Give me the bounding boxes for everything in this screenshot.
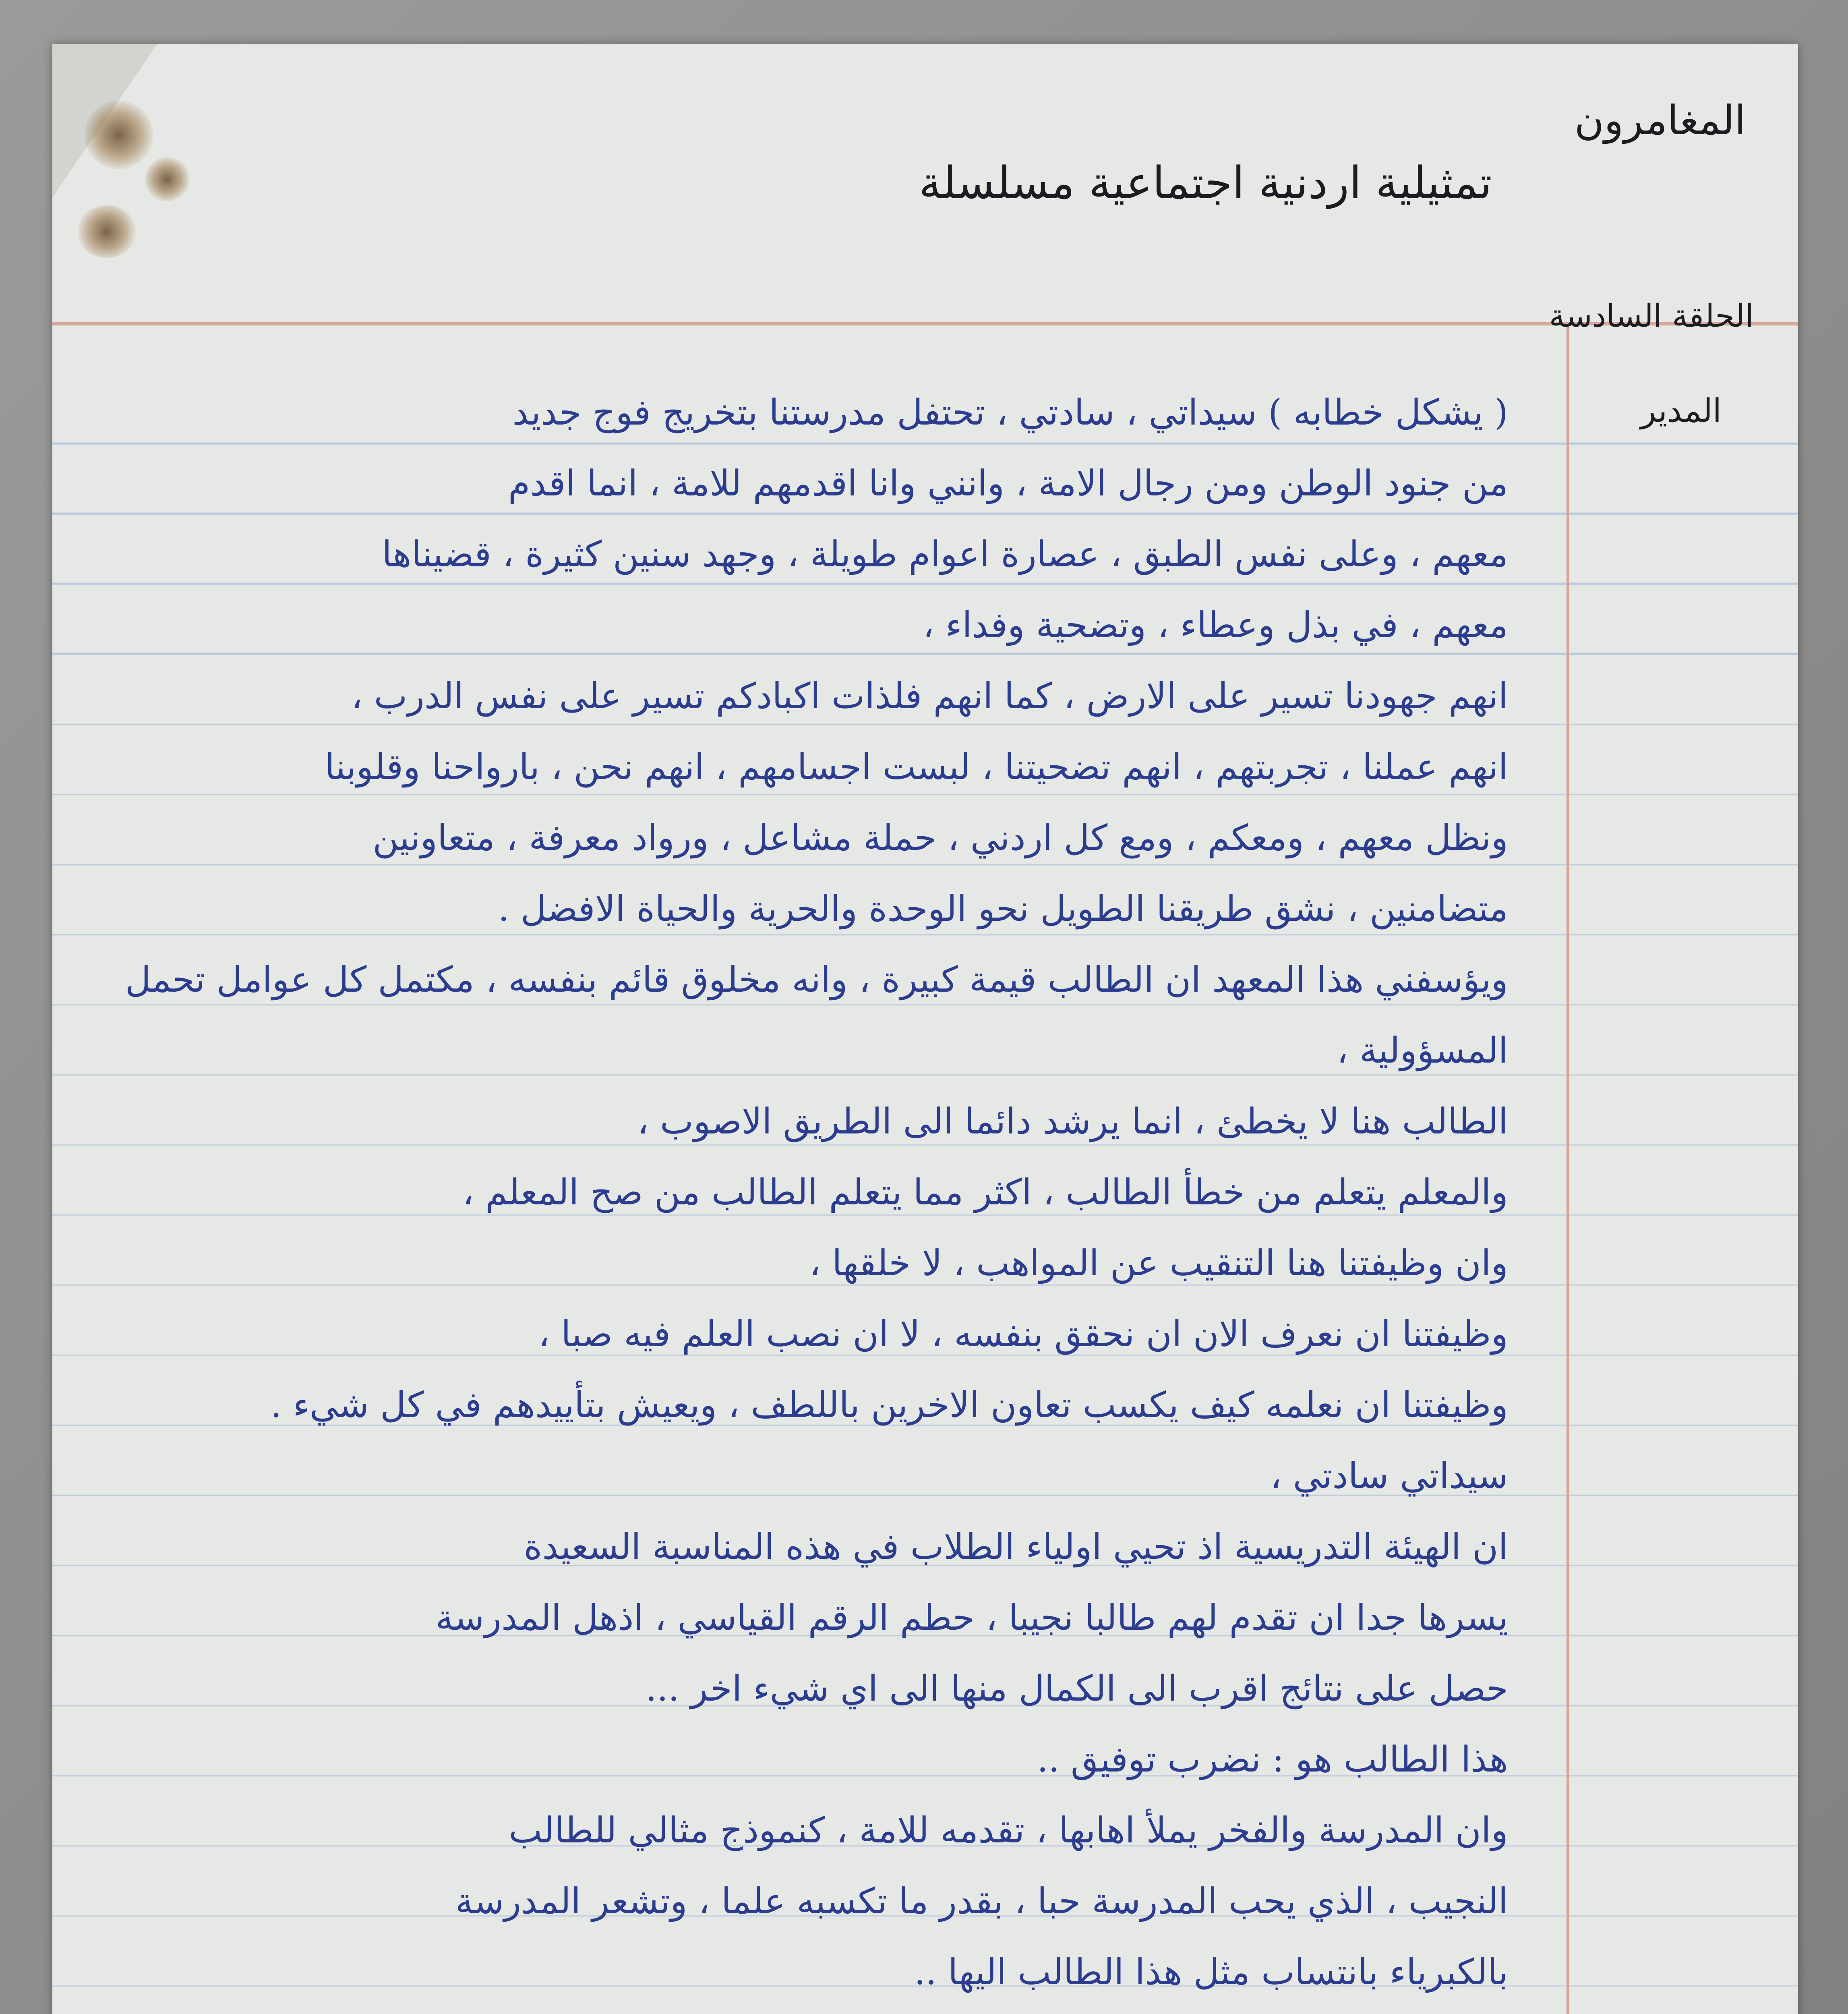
dialogue-line: وان وظيفتنا هنا التنقيب عن المواهب ، لا خلقها ، <box>809 1242 1508 1284</box>
dialogue-line: هذا الطالب هو : نضرب توفيق .. <box>1037 1738 1508 1780</box>
dialogue-line: المسؤولية ، <box>1337 1030 1508 1071</box>
episode-label: الحلقة السادسة <box>1549 298 1754 334</box>
dialogue-line: من جنود الوطن ومن رجال الامة ، وانني وانا اقدمهم للامة ، انما اقدم <box>508 462 1508 504</box>
dialogue-line: انهم جهودنا تسير على الارض ، كما انهم فلذات اكبادكم تسير على نفس الدرب ، <box>351 675 1508 717</box>
dialogue-line: يسرها جدا ان تقدم لهم طالبا نجيبا ، حطم الرقم القياسي ، اذهل المدرسة <box>435 1597 1508 1638</box>
manuscript-page <box>52 44 1798 2014</box>
dialogue-line: معهم ، وعلى نفس الطبق ، عصارة اعوام طويلة ، وجهد سنين كثيرة ، قضيناها <box>382 533 1508 575</box>
dialogue-line: سيداتي سادتي ، <box>1270 1455 1508 1496</box>
dialogue-line: ( يشكل خطابه ) سيداتي ، سادتي ، تحتفل مدرستنا بتخريج فوج جديد <box>512 392 1508 433</box>
dialogue-line: وان المدرسة والفخر يملأ اهابها ، تقدمه للامة ، كنموذج مثالي للطالب <box>509 1809 1508 1851</box>
dialogue-line: والمعلم يتعلم من خطأ الطالب ، اكثر مما يتعلم الطالب من صح المعلم ، <box>462 1171 1508 1213</box>
dialogue-line: النجيب ، الذي يحب المدرسة حبا ، بقدر ما تكسبه علما ، وتشعر المدرسة <box>455 1880 1508 1922</box>
dialogue-line: انهم عملنا ، تجربتهم ، انهم تضحيتنا ، لبست اجسامهم ، انهم نحن ، بارواحنا وقلوبنا <box>325 746 1508 787</box>
speaker-label: المدير <box>1640 392 1722 429</box>
dialogue-line: معهم ، في بذل وعطاء ، وتضحية وفداء ، <box>923 604 1508 646</box>
dialogue-line: ونظل معهم ، ومعكم ، ومع كل اردني ، حملة مشاعل ، ورواد معرفة ، متعاونين <box>372 817 1508 858</box>
page-subtitle: تمثيلية اردنية اجتماعية مسلسلة <box>919 157 1492 209</box>
dialogue-line: ويؤسفني هذا المعهد ان الطالب قيمة كبيرة ، وانه مخلوق قائم بنفسه ، مكتمل كل عوامل تحمل <box>125 959 1508 1000</box>
series-title: المغامرون <box>1574 97 1746 144</box>
dialogue-line: الطالب هنا لا يخطئ ، انما يرشد دائما الى الطريق الاصوب ، <box>637 1100 1508 1142</box>
dialogue-line: بالكبرياء بانتساب مثل هذا الطالب اليها .. <box>914 1951 1508 1993</box>
dialogue-line: ان الهيئة التدريسية اذ تحيي اولياء الطلاب في هذه المناسبة السعيدة <box>524 1526 1508 1567</box>
content <box>52 44 1798 2014</box>
dialogue-line: وظيفتنا ان نعلمه كيف يكسب تعاون الاخرين باللطف ، ويعيش بتأييدهم في كل شيء . <box>270 1384 1508 1426</box>
dialogue-line: وظيفتنا ان نعرف الان ان نحقق بنفسه ، لا ان نصب العلم فيه صبا ، <box>538 1313 1508 1355</box>
dialogue-line: متضامنين ، نشق طريقنا الطويل نحو الوحدة والحرية والحياة الافضل . <box>498 888 1508 929</box>
dialogue-line: حصل على نتائج اقرب الى الكمال منها الى اي شيء اخر ... <box>646 1668 1508 1709</box>
